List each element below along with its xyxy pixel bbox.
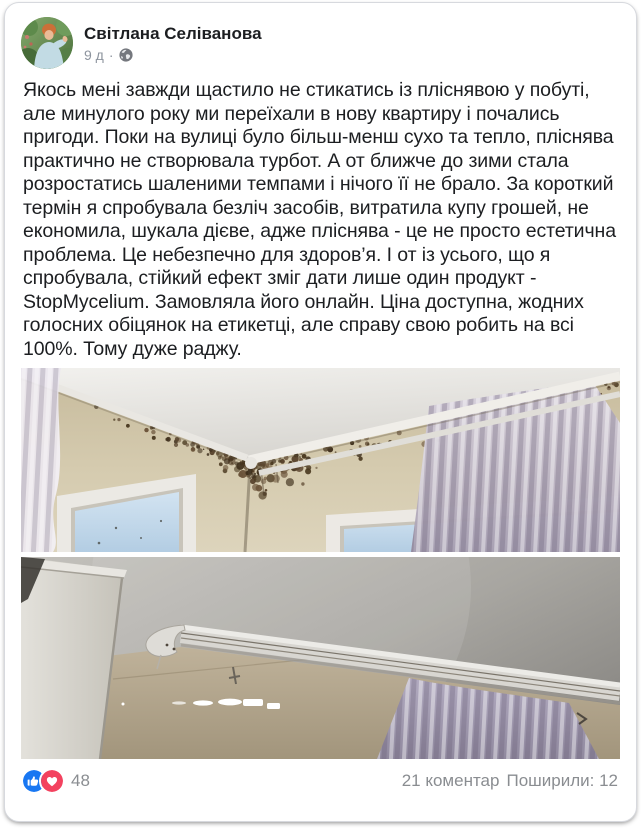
- post-body-text: Якось мені завжди щастило не стикатись із пліснявою у побуті, але минулого року ми переїхали в нову квартиру і почались пригоди. Поки на вулиці було більш-менш сухо та тепло, пліснява практично не створювала турбот. А от ближче до зими стала розростатись шаленими темпами і нічого її не брало. За короткий термін я спробувала безліч засобів, витратила купу грошей, не економила, шукала дієве, адже пліснява - це не просто естетична проблема. Це небезпечно для здоров’я. І от із усього, що я спробувала, стійкий ефект зміг дати лише один продукт - StopMycelium. Замовляла його онлайн. Ціна доступна, жодних голосних обіцянок на етикетці, але справу свою робить на всі 100%. Тому дуже раджу.: [23, 79, 616, 360]
- author-name[interactable]: Світлана Селіванова: [84, 23, 262, 43]
- photo-attachments: [5, 361, 636, 759]
- footer-counts: [402, 771, 618, 791]
- comments-count[interactable]: 21 коментар: [401, 771, 500, 790]
- love-icon[interactable]: [41, 770, 63, 792]
- timestamp[interactable]: 9 д: [84, 47, 104, 64]
- post-card: [4, 2, 637, 822]
- header-text: [84, 23, 262, 63]
- globe-icon: [119, 48, 133, 62]
- moldy-ceiling-corner-photo[interactable]: [21, 368, 620, 552]
- photo-1-image: [21, 368, 620, 552]
- photo-2-image: [21, 557, 620, 759]
- reactions-count[interactable]: 48: [71, 771, 90, 790]
- post-meta: [84, 47, 262, 63]
- avatar[interactable]: [21, 17, 73, 69]
- meta-separator: ·: [108, 47, 114, 64]
- reactions-summary[interactable]: [23, 770, 90, 792]
- post-header: [5, 3, 636, 71]
- avatar-image: [21, 17, 73, 69]
- post-footer: [5, 759, 636, 792]
- clean-ceiling-curtain-rail-photo[interactable]: [21, 557, 620, 759]
- shares-count[interactable]: Поширили: 12: [506, 771, 618, 790]
